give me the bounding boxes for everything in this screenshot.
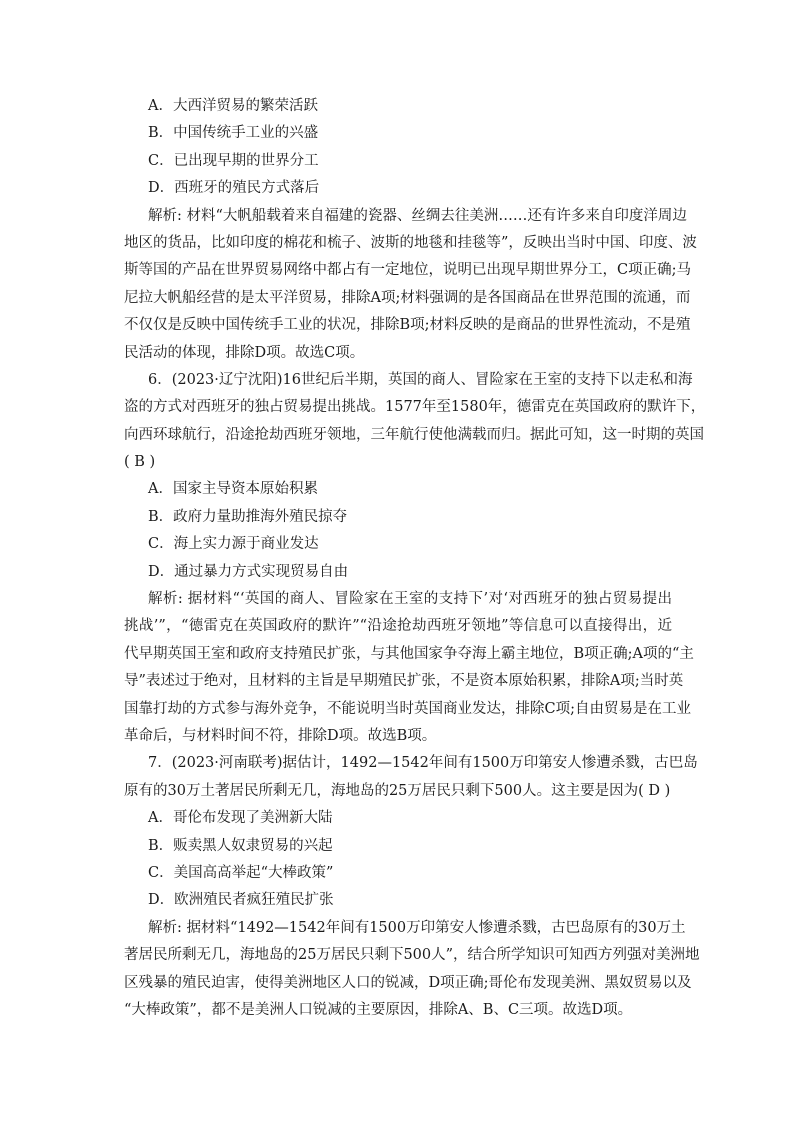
q6-option-a: A．国家主导资本原始积累 [148, 481, 318, 498]
q6-stem-line: 向西环球航行，沿途抢劫西班牙领地，三年航行使他满载而归。据此可知，这一时期的英国 [124, 426, 704, 443]
q6-analysis-line: 解析: 据材料“‘英国的商人、冒险家在王室的支持下’对‘对西班牙的独占贸易提出 [148, 591, 672, 608]
q7-options [124, 805, 672, 915]
q6-analysis-line: 代早期英国王室和政府支持殖民扩张，与其他国家争夺海上霸主地位，B项正确;A项的“主 [124, 645, 694, 662]
q7-option-a: A．哥伦布发现了美洲新大陆 [148, 810, 333, 827]
q6-stem [124, 367, 706, 477]
q5-analysis-line: 尼拉大帆船经营的是太平洋贸易，排除A项;材料强调的是各国商品在世界范围的流通，而 [124, 289, 691, 306]
q7-analysis-line: “大棒政策”，都不是美洲人口锐减的主要原因，排除A、B、C三项。故选D项。 [124, 1001, 633, 1018]
q7-analysis-line: 著居民所剩无几，海地岛的25万居民只剩下500人”，结合所学知识可知西方列强对美洲地 [124, 947, 700, 964]
q6-stem-line: 6．(2023·辽宁沈阳)16世纪后半期，英国的商人、冒险家在王室的支持下以走私和海 [148, 371, 693, 388]
q6-analysis-line: 导”表述过于绝对，且材料的主旨是早期殖民扩张，不是资本原始积累，排除A项;当时英 [124, 673, 684, 690]
q5-analysis [124, 203, 697, 367]
q6-analysis [124, 586, 694, 750]
q6-option-c: C．海上实力源于商业发达 [148, 536, 319, 553]
q7-analysis [124, 915, 700, 1025]
q6-analysis-line: 革命后，与材料时间不符，排除D项。故选B项。 [124, 727, 437, 744]
q7-analysis-line: 区残暴的殖民迫害，使得美洲地区人口的锐减，D项正确;哥伦布发现美洲、黑奴贸易以及 [124, 974, 692, 991]
q5-option-d: D．西班牙的殖民方式落后 [148, 180, 320, 197]
q5-options [124, 93, 672, 203]
q5-option-a: A．大西洋贸易的繁荣活跃 [148, 98, 318, 114]
q6-analysis-line: 挑战’”，“德雷克在英国政府的默许”“沿途抢劫西班牙领地”等信息可以直接得出，近 [124, 618, 672, 635]
document-page [124, 93, 706, 1024]
q7-option-b: B．贩卖黑人奴隶贸易的兴起 [148, 837, 333, 854]
q6-options [124, 476, 672, 586]
q6-answer: ( B ) [124, 454, 156, 471]
q7-option-c: C．美国高高举起“大棒政策” [148, 864, 334, 881]
q5-analysis-line: 民活动的体现，排除D项。故选C项。 [124, 344, 365, 361]
q5-analysis-line: 斯等国的产品在世界贸易网络中都占有一定地位，说明已出现早期世界分工，C项正确;马 [124, 262, 691, 279]
q5-option-b: B．中国传统手工业的兴盛 [148, 125, 319, 142]
q5-option-c: C．已出现早期的世界分工 [148, 152, 319, 169]
q6-stem-line: 盗的方式对西班牙的独占贸易提出挑战。1577年至1580年，德雷克在英国政府的默许下， [124, 399, 706, 416]
q7-analysis-line: 解析: 据材料“1492—1542年间有1500万印第安人惨遭杀戮，古巴岛原有的30万土 [148, 919, 686, 936]
q6-option-b: B．政府力量助推海外殖民掠夺 [148, 508, 348, 525]
q5-analysis-line: 地区的货品，比如印度的棉花和梳子、波斯的地毯和挂毯等”，反映出当时中国、印度、波 [124, 234, 697, 251]
q7-option-d: D．欧洲殖民者疯狂殖民扩张 [148, 892, 334, 909]
q5-analysis-line: 不仅仅是反映中国传统手工业的状况，排除B项;材料反映的是商品的世界性流动，不是殖 [124, 317, 691, 334]
q6-option-d: D．通过暴力方式实现贸易自由 [148, 563, 349, 580]
q7-stem-line: 7．(2023·河南联考)据估计，1492—1542年间有1500万印第安人惨遭杀戮，古巴岛 [148, 755, 698, 772]
q7-stem [124, 750, 698, 805]
q6-analysis-line: 国靠打劫的方式参与海外竞争，不能说明当时英国商业发达，排除C项;自由贸易是在工业 [124, 700, 691, 717]
q5-analysis-line: 解析: 材料“大帆船载着来自福建的瓷器、丝绸去往美洲……还有许多来自印度洋周边 [148, 207, 687, 224]
q7-stem-line: 原有的30万土著居民所剩无几，海地岛的25万居民只剩下500人。这主要是因为( D ) [124, 782, 671, 799]
